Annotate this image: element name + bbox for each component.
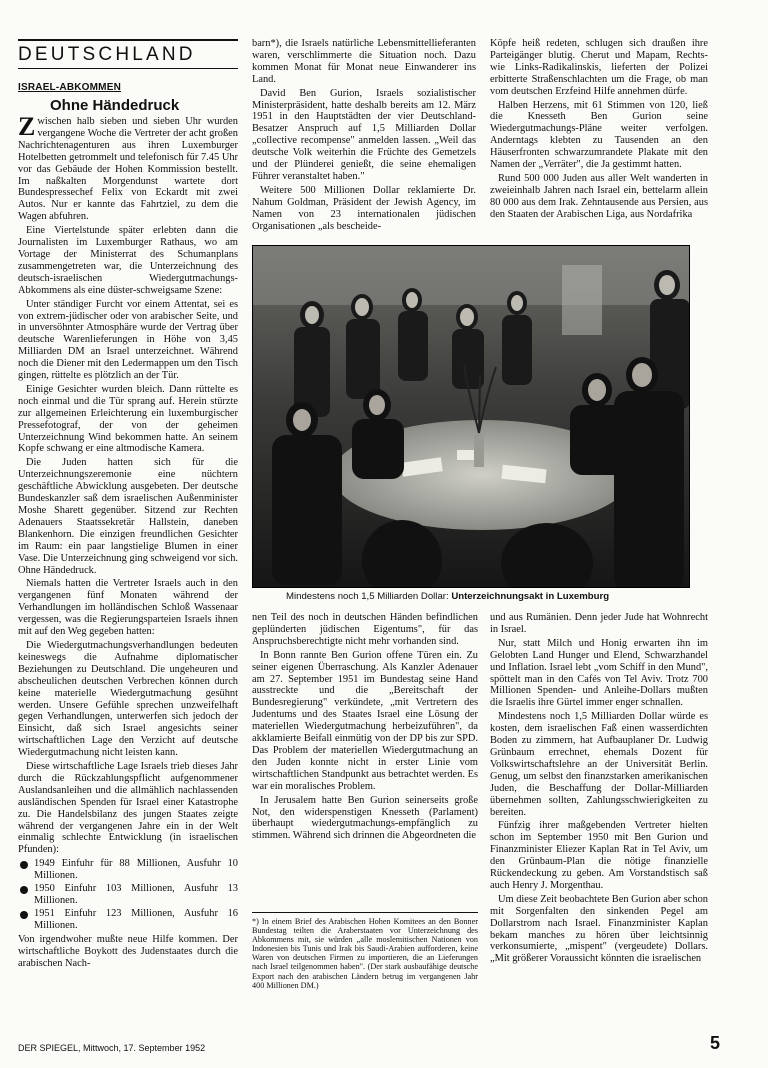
- paragraph: Fünfzig ihrer maßgebenden Vertreter hielten schon im September 1950 mit Ben Gurion und Finanzminister Eliezer Kaplan Rat in Tel Aviv, um den Grünbaum-Plan die nötige finanzielle Rückendeckung zu geben. Am Vorstandstisch saß auch Henry J. Morgenthau.: [490, 820, 708, 891]
- paragraph: Die Juden hatten sich für die Unterzeichnungszeremonie eine nüchtern geschäftliche Abwicklung ausgebeten. Der deutsche Bundeskanzler saß dem israelischen Außenminister Moshe Sharett gegenüber. Sitzend zur Rechten Adenauers Staatssekretär Hallstein, daneben Blankenhorn. Die einzigen freundlichen Gesichter im Raum: ein paar langstielige Blumen in einer Vase. Die Unterzeichnung ging schweigend vor sich. Ohne Händedruck.: [18, 457, 238, 576]
- article-column-3-top: [490, 38, 708, 240]
- paragraph: Eine Viertelstunde später erlebten dann die Journalisten im Luxemburger Rathaus, wo am Vortage der Ministerrat des Schumanplans zusammengetreten war, die Unterzeichnung des deutsch-israelischen Wiedergutmachungs-Abkommens als eine düster-schweigsame Szene:: [18, 225, 238, 296]
- list-item: 1951 Einfuhr 123 Millionen, Ausfuhr 16 Millionen.: [18, 908, 238, 932]
- trade-balance-list: [18, 858, 238, 931]
- page-footer: DER SPIEGEL, Mittwoch, 17. September 1952: [18, 1043, 206, 1053]
- paragraph: David Ben Gurion, Israels sozialistischer Ministerpräsident, hatte deshalb bereits am 12. März 1951 in den Hauptstädten der vier Deutschland-Besatzer Anspruch auf 1,5 Milliarden Dollar „collective recompense" anmelden lassen. „Weil das deutsche Volk weiterhin die Früchte des Gemetzels und der Plünderei genießt, die seine ehemaligen Führer veranstaltet haben.": [252, 87, 476, 182]
- paragraph: Köpfe heiß redeten, schlugen sich draußen ihre Parteigänger blutig. Cherut und Mapam, Rechts- wie Links-Radikalinskis, lieferten der Polizei erbitterte Straßenschlachten um die Frage, ob man vom deutschen Erzfeind Hilfe annehmen dürfe.: [490, 38, 708, 97]
- footnote: *) In einem Brief des Arabischen Hohen Komitees an den Bonner Bundestag teilten die Araberstaaten vor Unterzeichnung des Abkommens mit, sie würden „alle moslemitischen Nationen von Indonesien bis Tunis und Irak bis Saudi-Arabien aufforderen, keine Waren von deutschen Firmen zu importieren, die an Lieferungen nach Israel teilgenommen haben". (Der stark ausbaufähige deutsche Export nach den arabischen Ländern betrug im vergangenen Jahr 400 Millionen DM.): [252, 912, 478, 990]
- paragraph: Diese wirtschaftliche Lage Israels trieb dieses Jahr durch die Rückzahlungspflicht aufgenommener Auslandsanleihen und die allmählich nachlassenden ausländischen Spenden für Israel einer Katastrophe zu. Die Handelsbilanz des jungen Staates zeigte während der vergangenen Jahre ein in der Welt einmalig schlechte Entwicklung (in israelischen Pfunden):: [18, 761, 238, 856]
- photo-illustration: [252, 245, 690, 588]
- paragraph: Einige Gesichter wurden bleich. Dann rüttelte es noch einmal und die Tür sprang auf. Herein stürzte zur allgemeinen Erleichterung ein luxemburgischer Pressefotograf, der von der geheimen Unterzeichnung Wind bekommen hatte. An seinem Kopfe schwang er eine altmodische Kamera.: [18, 383, 238, 455]
- paragraph: barn*), die Israels natürliche Lebensmittellieferanten waren, verschlimmerte die Situation noch. Dazu kommen Monat für Monat neue Einwanderer ins Land.: [252, 38, 476, 85]
- paragraph: In Jerusalem hatte Ben Gurion seinerseits große Not, den widerspenstigen Knesseth (Parlament) überhaupt wiedergutmachungs-empfänglich zu stimmen. Während sich drinnen die Abgeordneten die: [252, 794, 478, 842]
- paragraph: In Bonn rannte Ben Gurion offene Türen ein. Zu seiner eigenen Überraschung. Als Kanzler Adenauer am 27. September 1951 im Bundestag seine Hand ausstreckte und die „Bereitschaft der Bundesregierung" verkündete, „mit Vertretern des Judentums und des Staates Israel eine Lösung der materiellen Wiedergutmachung herbeizuführen", da akklamierte Beifall einmütig von der DP bis zur SPD. Das Problem der materiellen Wiedergutmachung an den Juden konnte nicht in erster Linie vom wirtschaftlichen Standpunkt aus betrachtet werden. Es war ein moralisches Problem.: [252, 649, 478, 792]
- paragraph: Von irgendwoher mußte neue Hilfe kommen. Der wirtschaftliche Boykott des Judenstaates durch die arabischen Nach-: [18, 933, 238, 969]
- article-headline: Ohne Händedruck: [50, 97, 180, 114]
- article-column-3-bottom: [490, 612, 708, 1020]
- paragraph: Unter ständiger Furcht vor einem Attentat, sei es von extrem-jüdischer oder von arabischer Seite, und in unversöhnter Atmosphäre wurde der Vertrag über deutsche Warenlieferungen in Höhe von 3,45 Milliarden DM an Israel unterzeichnet. Während noch die Diener mit den Ledermappen um den Tisch gingen, rüttelte es plötzlich an der Tür.: [18, 298, 238, 382]
- page-number: 5: [710, 1033, 721, 1053]
- paragraph: Zwischen halb sieben und sieben Uhr wurden vergangene Woche die Vertreter der acht großen Nachrichtenagenturen aus ihren Luxemburger Hotelbetten getrommelt und telefonisch für 7.45 Uhr vor das Gebäude der Hohen Kommission bestellt. Im naßkalten Morgendunst wartete dort Bundespressechef Felix von Eckardt mit zwei Autos. Nur er kannte das Fahrtziel, zu dem die Wagen abfuhren.: [18, 116, 238, 223]
- paragraph: Um diese Zeit beobachtete Ben Gurion aber schon mit Sorgenfalten den sinkenden Pegel am Dollarstrom nach Israel. Finanzminister Kaplan bekam manches zu hören über leichtsinnig verkonsumierte, „mispent" (vergeudete) Dollars. „Mit größerer Voraussicht könnten die israelischen: [490, 893, 708, 965]
- section-heading: DEUTSCHLAND: [18, 39, 238, 69]
- paragraph: nen Teil des noch in deutschen Händen befindlichen geplünderten jüdischen Eigentums", für das Anspruchsberechtigte nicht mehr vorhanden sind.: [252, 612, 478, 647]
- paragraph: und aus Rumänien. Denn jeder Jude hat Wohnrecht in Israel.: [490, 612, 708, 635]
- drop-cap: Z: [18, 116, 36, 141]
- article-column-2-top: [252, 38, 476, 240]
- signing-ceremony-photo: [252, 245, 690, 588]
- paragraph: Rund 500 000 Juden aus aller Welt wanderten in zweieinhalb Jahren nach Israel ein, bettelarm allein 80 000 aus dem Irak. Zehntausende aus Persien, aus den Staaten der Arabischen Liga, aus Nordafrika: [490, 172, 708, 220]
- photo-caption: Mindestens noch 1,5 Milliarden Dollar: Unterzeichnungsakt in Luxemburg: [286, 591, 610, 602]
- paragraph: Mindestens noch 1,5 Milliarden Dollar würde es kosten, dem israelischen Faß einen wasserdichten Boden zu zimmern, hat Aufbauplaner Dr. Ludwig Grünbaum errechnet, ehemals Dozent für Volkswirtschaftslehre an der Universität Berlin. Genug, um selbst den finanzstarken amerikanischen Juden, die Beschaffung der Dollar-Milliarden übernehmen sollten, Zahlungsschwierigkeiten zu bereiten.: [490, 711, 708, 818]
- article-column-1: [18, 116, 238, 1020]
- list-item: 1950 Einfuhr 103 Millionen, Ausfuhr 13 Millionen.: [18, 883, 238, 907]
- paragraph: Niemals hatten die Vertreter Israels auch in den vergangenen fünf Monaten während der Verhandlungen im holländischen Schloß Wassenaar vergessen, was die Regierungsparteien Israels ihnen mit auf den Weg gegeben hatten:: [18, 578, 238, 638]
- paragraph: Nur, statt Milch und Honig erwarten ihn im Gelobten Land Hunger und Elend, Schwarzhandel und Inflation. Israel lebt „vom Schiff in den Mund", spöttelt man in den Cafés von Tel Aviv. Trotz 700 Millionen Spenden- und Anleihe-Dollars mußten die Israelis ihre Gürtel immer enger schnallen.: [490, 637, 708, 709]
- topic-label: ISRAEL-ABKOMMEN: [18, 82, 121, 93]
- paragraph: Die Wiedergutmachungsverhandlungen bedeuten keineswegs die Aufnahme diplomatischer Beziehungen zu Deutschland. Die ungeheuren und abscheulichen deutschen Verbrechen können durch keine materielle Wiedergutmachung gesühnt werden. Unsere Gefühle sprechen unzweifelhaft gegen Verhandlungen, unterwerfen sich jedoch der Einsicht, daß sich Israel angesichts seiner wirtschaftlichen Lage den Verzicht auf deutsche Wiedergutmachung nicht leisten kann.: [18, 639, 238, 759]
- paragraph: Weitere 500 Millionen Dollar reklamierte Dr. Nahum Goldman, Präsident der Jewish Agency, im Namen von 23 internationalen jüdischen Organisationen „als bescheide-: [252, 184, 476, 232]
- article-column-2-bottom: [252, 612, 478, 908]
- list-item: 1949 Einfuhr für 88 Millionen, Ausfuhr 10 Millionen.: [18, 858, 238, 882]
- paragraph: Halben Herzens, mit 61 Stimmen von 120, ließ die Knesseth Ben Gurion seine Wiedergutmachungs-Pläne weiter verfolgen. Anderntags klebten zu Tausenden an den Häuserfronten schwarzumrandete Plakate mit den Namen der „Verräter", die Ja gestimmt hatten.: [490, 99, 708, 171]
